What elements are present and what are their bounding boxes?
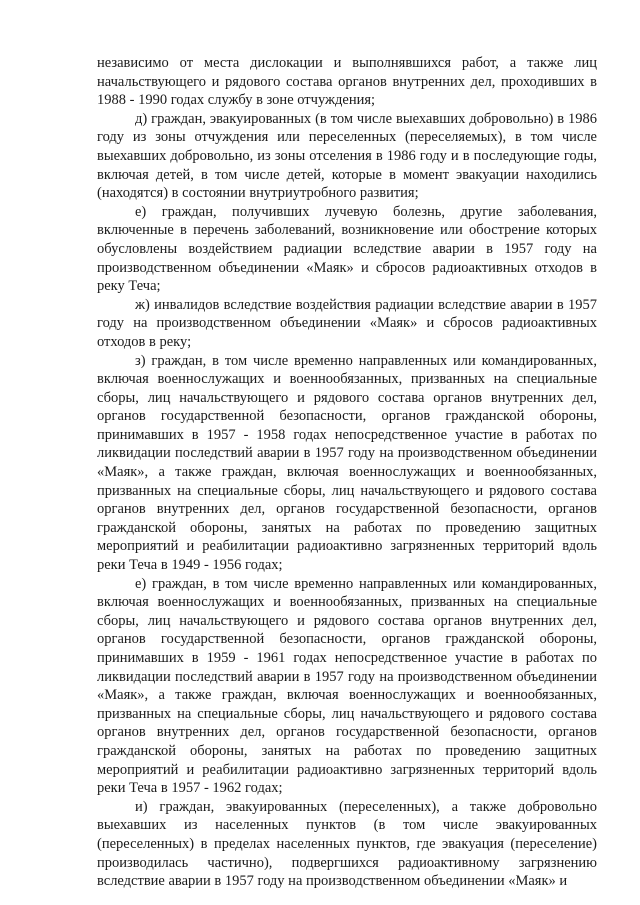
paragraph-e-second: е) граждан, в том числе временно направленных или командированных, включая военнослужащих и военнообязанных, призванных на специальные сборы, лиц начальствующего и рядового состава органов внутренних дел, органов государственной безопасности, органов гражданской обороны, принимавших в 1959 - 1961 годах непосредственное участие в работах по ликвидации последствий аварии в 1957 году на производственном объединении «Маяк», а также граждан, включая военнослужащих и военнообязанных, призванных на специальные сборы, лиц начальствующего и рядового состава органов внутренних дел, органов государственной безопасности, органов гражданской обороны, занятых на работах по проведению защитных мероприятий и реабилитации радиоактивно загрязненных территорий вдоль реки Теча в 1957 - 1962 годах; <box>97 575 597 797</box>
paragraph-i: и) граждан, эвакуированных (переселенных), а также добровольно выехавших из населенных пунктов (в том числе эвакуированных (переселенных) в пределах населенных пунктов, где эвакуация (переселение) производилась частично), подвергшихся радиоактивному загрязнению вследствие аварии в 1957 году на производственном объединении «Маяк» и <box>97 798 597 890</box>
paragraph-e-first: е) граждан, получивших лучевую болезнь, другие заболевания, включенные в перечень заболеваний, возникновение или обострение которых обусловлены воздействием радиации вследствие аварии в 1957 году на производственном объединении «Маяк» и сбросов радиоактивных отходов в реку Теча; <box>97 203 597 295</box>
paragraph-z: з) граждан, в том числе временно направленных или командированных, включая военнослужащих и военнообязанных, призванных на специальные сборы, лиц начальствующего и рядового состава органов внутренних дел, органов государственной безопасности, органов гражданской обороны, принимавших в 1957 - 1958 годах непосредственное участие в работах по ликвидации последствий аварии в 1957 году на производственном объединении «Маяк», а также граждан, включая военнослужащих и военнообязанных, призванных на специальные сборы, лиц начальствующего и рядового состава органов внутренних дел, органов государственной безопасности, органов гражданской обороны, занятых на работах по проведению защитных мероприятий и реабилитации радиоактивно загрязненных территорий вдоль реки Теча в 1949 - 1956 годах; <box>97 352 597 574</box>
document-page <box>97 54 597 891</box>
paragraph-zh: ж) инвалидов вследствие воздействия радиации вследствие аварии в 1957 году на производственном объединении «Маяк» и сбросов радиоактивных отходов в реку; <box>97 296 597 350</box>
paragraph-continuation: независимо от места дислокации и выполнявшихся работ, а также лиц начальствующего и рядового состава органов внутренних дел, проходивших в 1988 - 1990 годах службу в зоне отчуждения; <box>97 55 597 109</box>
paragraph-d: д) граждан, эвакуированных (в том числе выехавших добровольно) в 1986 году из зоны отчуждения или переселенных (переселяемых), в том числе выехавших добровольно, из зоны отселения в 1986 году и в последующие годы, включая детей, в том числе детей, которые в момент эвакуации находились (находятся) в состоянии внутриутробного развития; <box>97 110 597 202</box>
